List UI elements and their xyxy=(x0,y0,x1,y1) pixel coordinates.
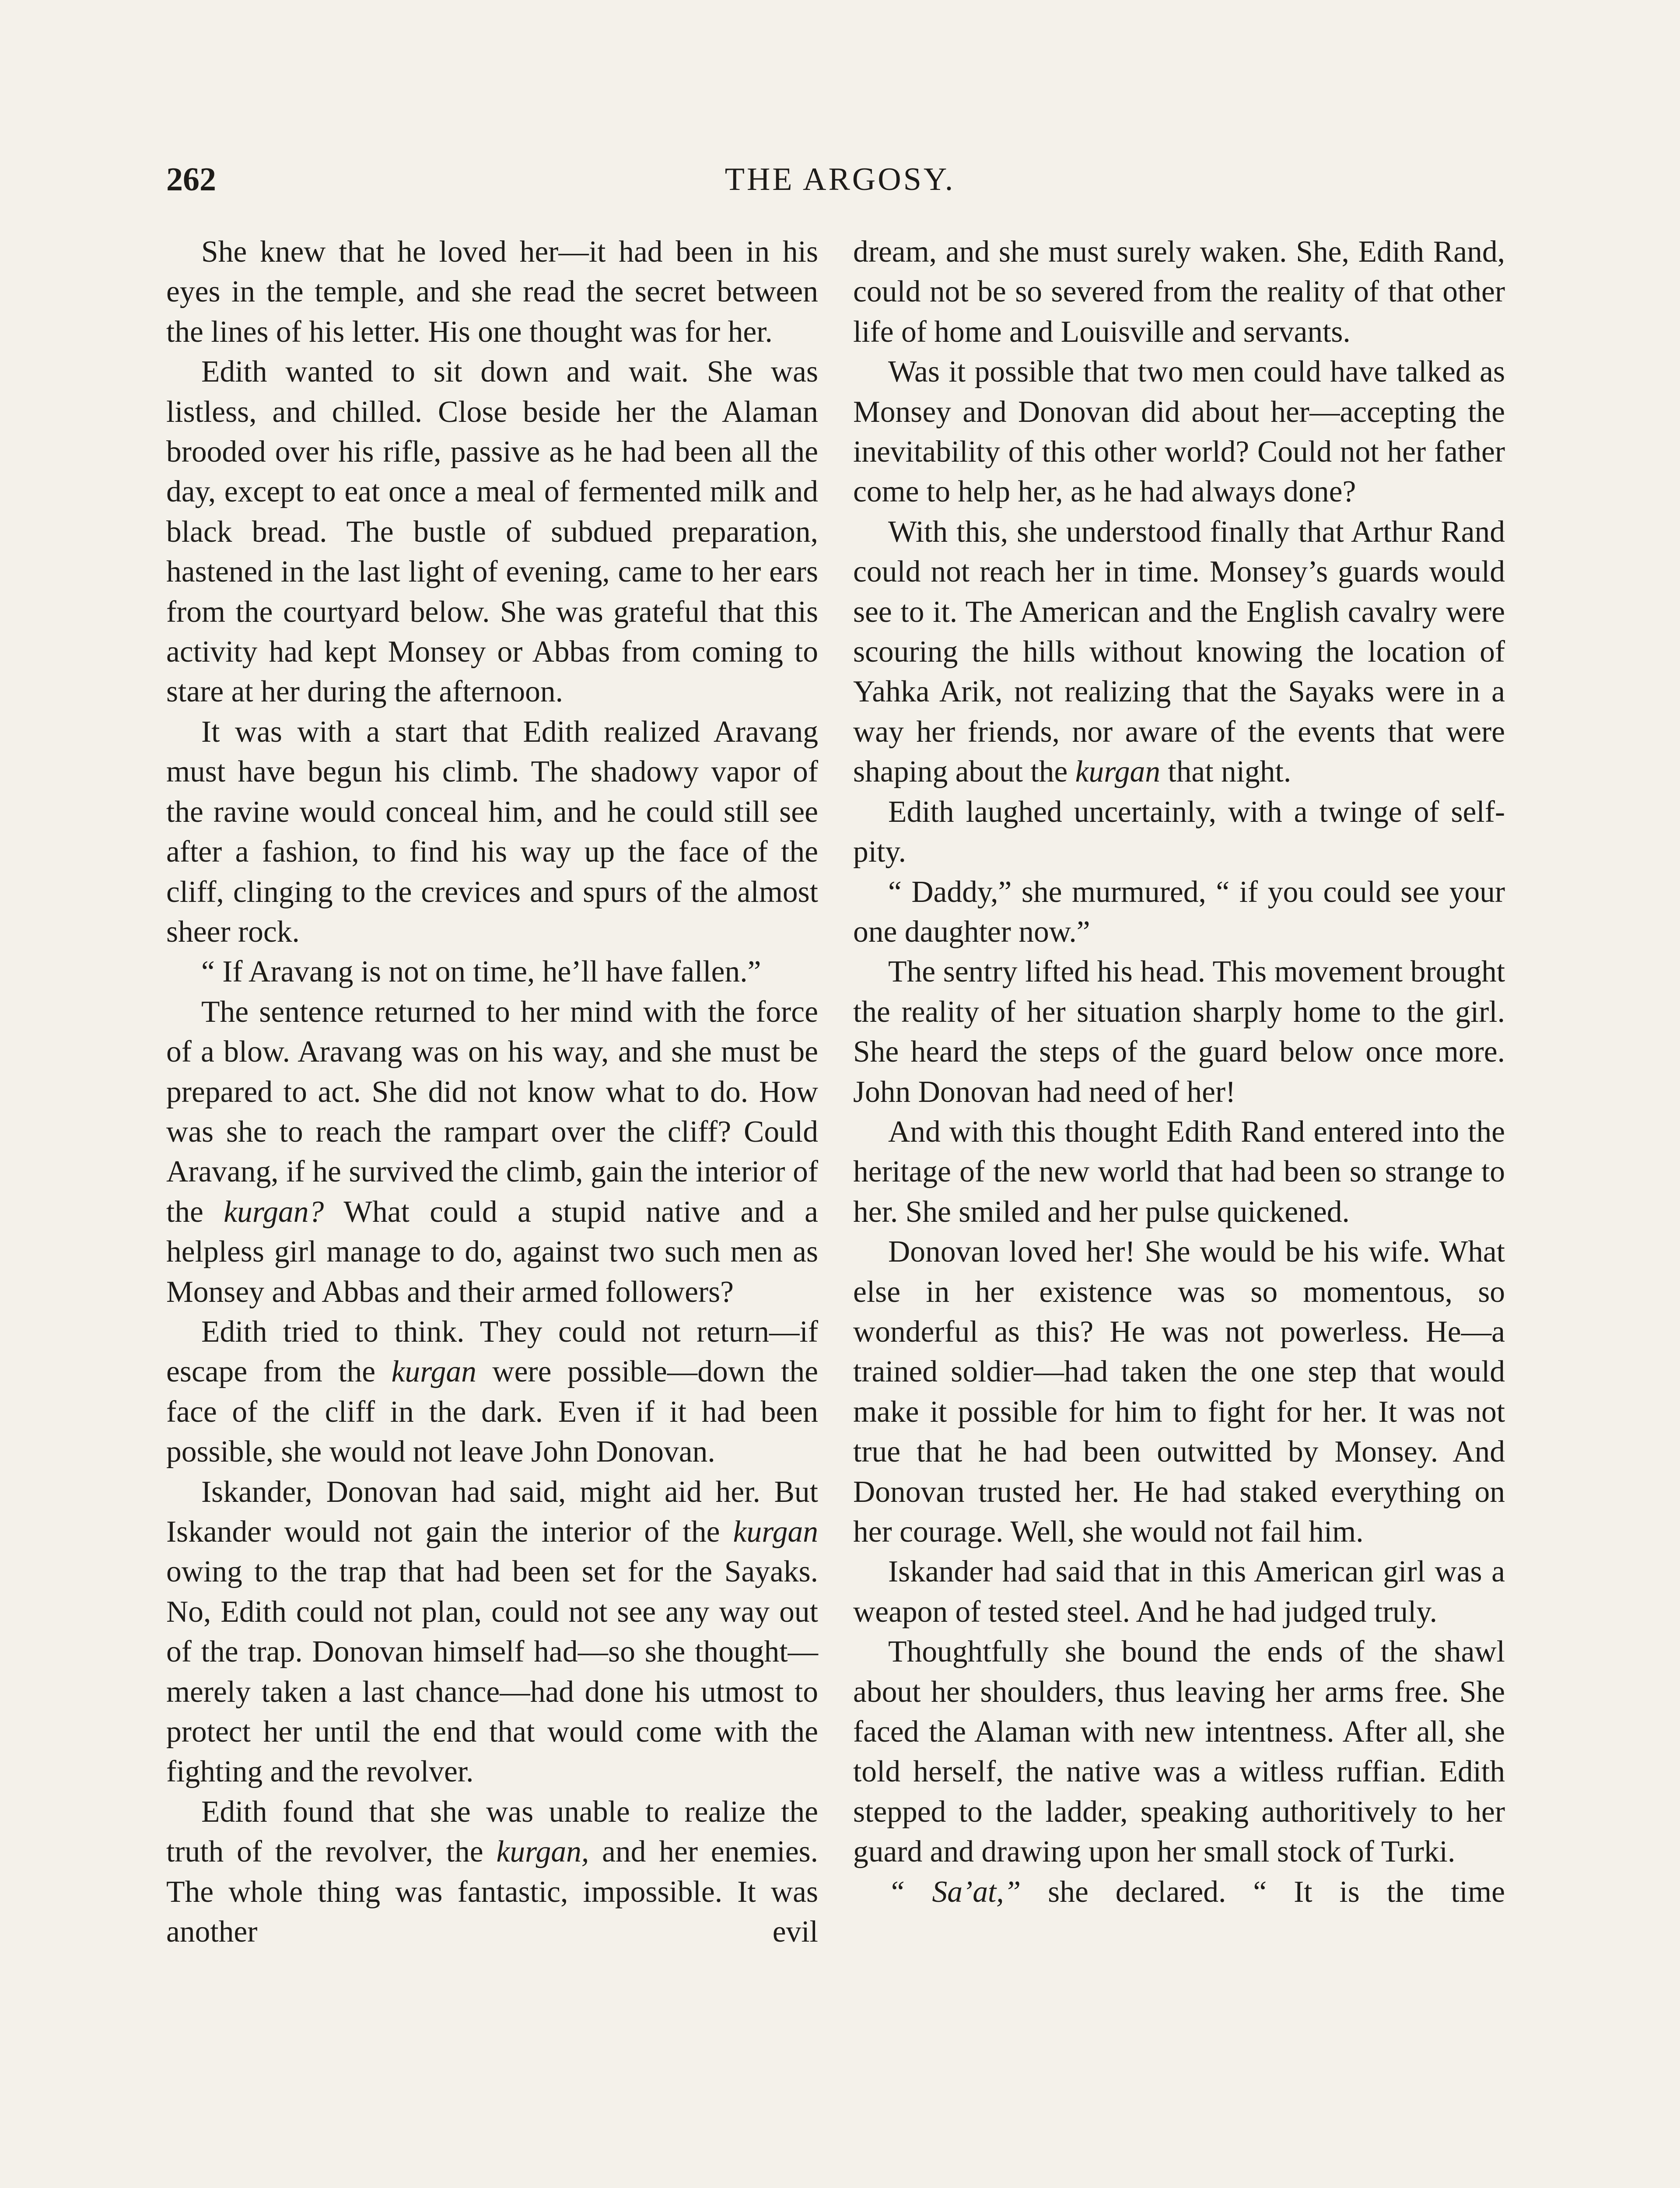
paragraph-text: What could a stupid native and a helpless girl manage to do, against two such men as Monsey and Abbas and their armed followers? xyxy=(166,1195,818,1309)
paragraph-text: Iskander, Donovan had said, might aid her. But Iskander would not gain the interior of the xyxy=(166,1475,818,1549)
italic-word: kurgan xyxy=(1075,755,1160,789)
italic-word: kurgan? xyxy=(224,1195,324,1229)
paragraph-text: Donovan loved her! She would be his wife. What else in her existence was so momentous, so wonderful as this? He was not powerless. He—a trained soldier—had taken the one step that would make it possible for him to fight for her. It was not true that he had been outwitted by Monsey. And Donovan trusted her. He had staked everything on her courage. Well, she would not fail him. xyxy=(853,1235,1505,1549)
page-number: 262 xyxy=(166,161,216,198)
paragraph-text: Edith found that she was unable to realize the truth of the revolver, the xyxy=(166,1795,818,1869)
paragraph-text: owing to the trap that had been set for the Sayaks. No, Edith could not plan, could not see any way out of the trap. Donovan himself had—so she thought—merely taken a last chance—had done his utmost to protect her until the end that would come with the fighting and the revolver. xyxy=(166,1555,818,1789)
paragraph-text: Edith laughed uncertainly, with a twinge of self-pity. xyxy=(853,795,1505,869)
paragraph xyxy=(853,792,1505,872)
italic-word: kurgan xyxy=(733,1515,818,1549)
paragraph-text: “ If Aravang is not on time, he’ll have fallen.” xyxy=(201,955,761,989)
italic-word: kurgan, xyxy=(496,1835,589,1869)
paragraph-text: were possible—down the face of the cliff in the dark. Even if it had been possible, she would not leave John Donovan. xyxy=(166,1355,818,1469)
paragraph xyxy=(166,952,818,992)
paragraph xyxy=(166,1312,818,1472)
paragraph-text: Was it possible that two men could have talked as Monsey and Donovan did about her—accepting the inevitability of this other world? Could not her father come to help her, as he had always done? xyxy=(853,355,1505,509)
paragraph xyxy=(166,992,818,1312)
paragraph-text: It was with a start that Edith realized Aravang must have begun his climb. The shadowy vapor of the ravine would conceal him, and he could still see after a fashion, to find his way up the face of the cliff, clinging to the crevices and spurs of the almost sheer rock. xyxy=(166,715,818,949)
paragraph xyxy=(853,352,1505,512)
paragraph xyxy=(853,1112,1505,1232)
paragraph-text: and her enemies. The whole thing was fantastic, impossible. It was another evil xyxy=(166,1835,819,1949)
paragraph-text: Edith wanted to sit down and wait. She was listless, and chilled. Close beside her the Alaman brooded over his rifle, passive as he had been all the day, except to eat once a meal of fermented milk and black bread. The bustle of subdued preparation, hastened in the last light of evening, came to her ears from the courtyard below. She was grateful that this activity had kept Monsey or Abbas from coming to stare at her during the afternoon. xyxy=(166,355,818,709)
left-column xyxy=(166,232,818,1952)
paragraph xyxy=(853,952,1505,1112)
paragraph-text: “ Daddy,” she murmured, “ if you could see your one daughter now.” xyxy=(853,875,1505,949)
paragraph xyxy=(853,1232,1505,1552)
paragraph xyxy=(166,712,818,952)
paragraph xyxy=(853,872,1505,952)
running-head: THE ARGOSY. xyxy=(724,161,956,197)
paragraph xyxy=(166,352,818,712)
paragraph-text: Iskander had said that in this American girl was a weapon of tested steel. And he had judged truly. xyxy=(853,1555,1505,1629)
paragraph-text: that night. xyxy=(1160,755,1292,789)
paragraph-text: And with this thought Edith Rand entered into the heritage of the new world that had been so strange to her. She smiled and her pulse quickened. xyxy=(853,1115,1505,1229)
italic-word: “ Sa’at,” xyxy=(888,1875,1021,1909)
italic-word: kurgan xyxy=(391,1355,476,1389)
paragraph-text: Edith tried to think. They could not return—if escape from the xyxy=(166,1315,818,1389)
paragraph-text: Thoughtfully she bound the ends of the shawl about her shoulders, thus leaving her arms free. She faced the Alaman with new intentness. After all, she told herself, the native was a witless ruffian. Edith stepped to the ladder, speaking authoritively to her guard and drawing upon her small stock of Turki. xyxy=(853,1635,1505,1869)
page-header xyxy=(166,158,1514,201)
right-column xyxy=(853,232,1505,1912)
paragraph xyxy=(853,512,1505,792)
paragraph xyxy=(853,1632,1505,1872)
paragraph xyxy=(166,232,818,352)
paragraph-text: She knew that he loved her—it had been in his eyes in the temple, and she read the secret between the lines of his letter. His one thought was for her. xyxy=(166,235,818,349)
paragraph-text: The sentry lifted his head. This movement brought the reality of her situation sharply home to the girl. She heard the steps of the guard below once more. John Donovan had need of her! xyxy=(853,955,1505,1109)
paragraph xyxy=(853,1552,1505,1632)
paragraph xyxy=(166,1472,818,1792)
paragraph-text: dream, and she must surely waken. She, Edith Rand, could not be so severed from the reality of that other life of home and Louisville and servants. xyxy=(853,235,1505,349)
paragraph-text: she declared. “ It is the time xyxy=(1021,1875,1505,1909)
paragraph xyxy=(166,1792,818,1952)
paragraph xyxy=(853,232,1505,352)
paragraph xyxy=(853,1872,1505,1912)
paragraph-text: The sentence returned to her mind with the force of a blow. Aravang was on his way, and she must be prepared to act. She did not know what to do. How was she to reach the rampart over the cliff? Could Aravang, if he survived the climb, gain the interior of the xyxy=(166,995,818,1229)
paragraph-text: With this, she understood finally that Arthur Rand could not reach her in time. Monsey’s guards would see to it. The American and the English cavalry were scouring the hills without knowing the location of Yahka Arik, not realizing that the Sayaks were in a way her friends, nor aware of the events that were shaping about the xyxy=(853,515,1505,789)
